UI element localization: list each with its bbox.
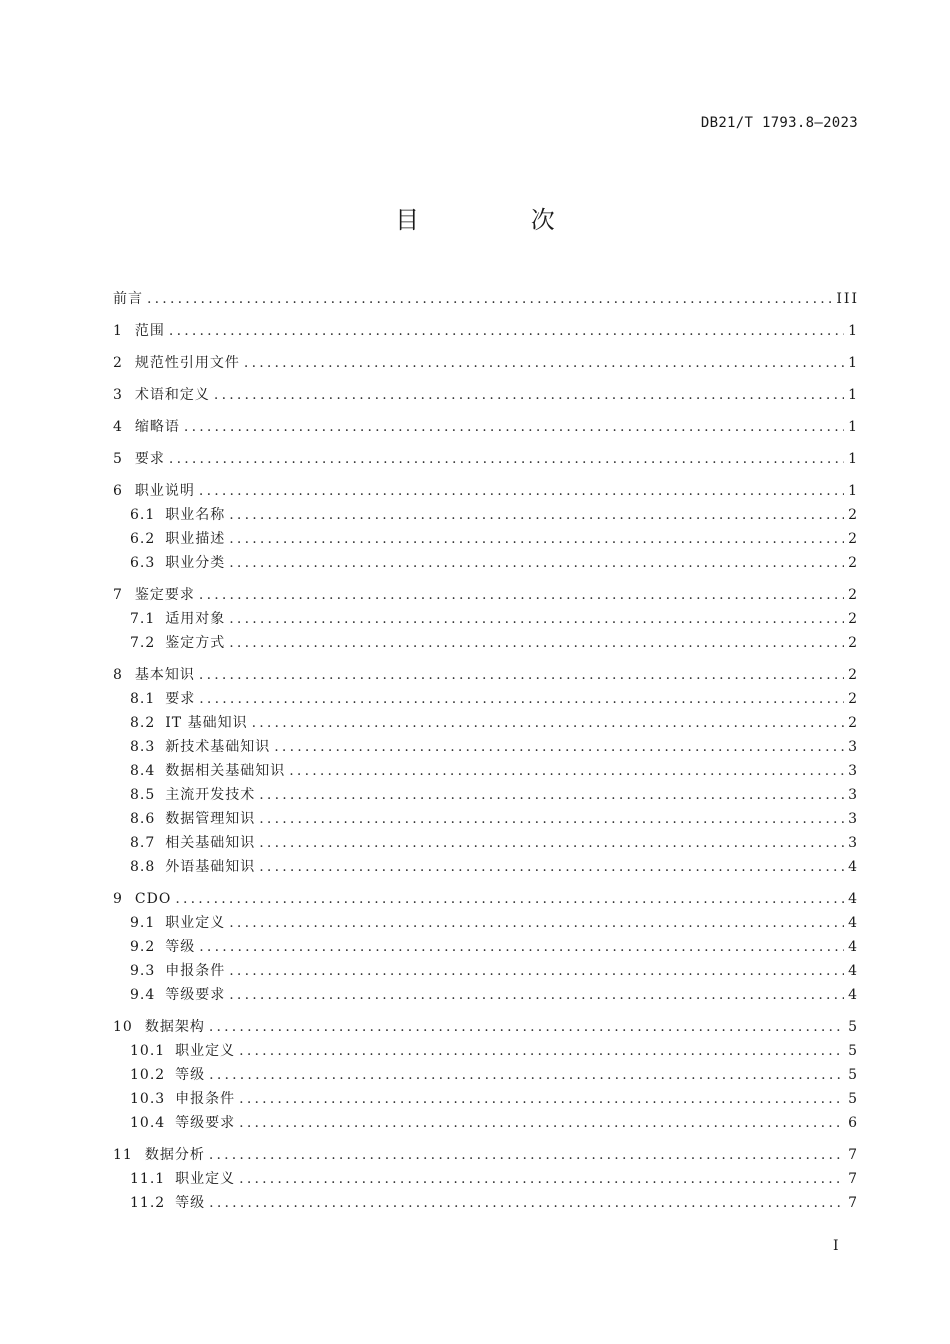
dot-leader [169, 319, 844, 343]
dot-leader [229, 911, 844, 935]
dot-leader [199, 583, 844, 607]
dot-leader [199, 687, 844, 711]
toc-entry-page: 3 [848, 763, 859, 779]
toc-entry-number: 11 [113, 1147, 133, 1163]
toc-entry-number: 8.8 [130, 859, 156, 875]
dot-leader [169, 447, 844, 471]
dot-leader [239, 1087, 844, 1111]
toc-entry[interactable] [113, 959, 859, 983]
toc-entry[interactable] [113, 1143, 859, 1167]
dot-leader [214, 383, 844, 407]
toc-entry[interactable] [113, 855, 859, 879]
toc-entry-number: 8.1 [130, 691, 156, 707]
toc-entry-number: 4 [113, 419, 123, 435]
dot-leader [184, 415, 844, 439]
dot-leader [209, 1063, 844, 1087]
page-number: I [833, 1238, 839, 1254]
toc-entry-number: 2 [113, 355, 123, 371]
dot-leader [147, 287, 832, 311]
toc-entry-number: 6.2 [130, 531, 156, 547]
toc-entry[interactable] [113, 527, 859, 551]
toc-entry-title: 适用对象 [165, 611, 226, 627]
toc-entry-number: 10.3 [130, 1091, 166, 1107]
toc-entry-title: 数据架构 [144, 1019, 205, 1035]
dot-leader [229, 527, 844, 551]
toc-entry-number: 5 [113, 451, 123, 467]
toc-entry[interactable] [113, 663, 859, 687]
toc-entry-page: 5 [848, 1091, 859, 1107]
toc-entry[interactable] [113, 759, 859, 783]
toc-entry-number: 10.4 [130, 1115, 166, 1131]
toc-entry[interactable] [113, 711, 859, 735]
toc-entry-page: 2 [848, 667, 859, 683]
toc-entry-page: 4 [848, 987, 859, 1003]
toc-entry-title: 要求 [134, 451, 165, 467]
toc-entry-number: 6.3 [130, 555, 156, 571]
toc-entry-page: 1 [848, 355, 859, 371]
toc-entry[interactable] [113, 807, 859, 831]
toc-entry-title: 鉴定要求 [134, 587, 195, 603]
toc-entry-number: 8.5 [130, 787, 156, 803]
toc-entry-title: 新技术基础知识 [165, 739, 271, 755]
toc-entry-title: 鉴定方式 [165, 635, 226, 651]
toc-entry[interactable] [113, 887, 859, 911]
toc-entry-page: 6 [848, 1115, 859, 1131]
dot-leader [289, 759, 844, 783]
toc-entry-title: 职业描述 [165, 531, 226, 547]
dot-leader [239, 1167, 844, 1191]
toc-entry-title: 申报条件 [165, 963, 226, 979]
dot-leader [209, 1143, 844, 1167]
toc-entry[interactable] [113, 911, 859, 935]
dot-leader [209, 1015, 844, 1039]
toc-entry-title: 数据管理知识 [165, 811, 256, 827]
document-code: DB21/T 1793.8—2023 [700, 115, 858, 131]
toc-entry-title: 等级 [165, 939, 196, 955]
toc-entry-number: 8.4 [130, 763, 156, 779]
toc-entry-title: 缩略语 [134, 419, 180, 435]
toc-entry-title: 职业名称 [165, 507, 226, 523]
dot-leader [229, 551, 844, 575]
toc-entry-number: 3 [113, 387, 123, 403]
toc-entry-title: 数据分析 [144, 1147, 205, 1163]
toc-entry-title: 等级要求 [165, 987, 226, 1003]
toc-entry-number: 8 [113, 667, 123, 683]
toc-entry-number: 6.1 [130, 507, 156, 523]
dot-leader [229, 631, 844, 655]
toc-entry-number: 9.4 [130, 987, 156, 1003]
toc-entry[interactable] [113, 831, 859, 855]
dot-leader [239, 1039, 844, 1063]
toc-entry-page: 3 [848, 787, 859, 803]
toc-entry-title: 要求 [165, 691, 196, 707]
toc-entry-title: CDO [134, 891, 172, 907]
toc-entry-page: 7 [848, 1147, 859, 1163]
toc-entry[interactable] [113, 735, 859, 759]
toc-entry-number: 9 [113, 891, 123, 907]
toc-entry-title: 范围 [134, 323, 165, 339]
toc-entry-number: 10.1 [130, 1043, 166, 1059]
toc-entry[interactable] [113, 319, 859, 343]
toc-entry-title: 申报条件 [175, 1091, 236, 1107]
toc-entry-number: 11.2 [130, 1195, 166, 1211]
dot-leader [252, 711, 844, 735]
dot-leader [229, 959, 844, 983]
toc-entry-page: 3 [848, 835, 859, 851]
dot-leader [259, 831, 844, 855]
toc-entry-number: 8.7 [130, 835, 156, 851]
toc-entry[interactable] [113, 447, 859, 471]
toc-entry-number: 7.2 [130, 635, 156, 651]
toc-entry-title: 等级 [175, 1067, 206, 1083]
dot-leader [199, 663, 844, 687]
toc-entry[interactable] [113, 351, 859, 375]
toc-entry-title: 等级要求 [175, 1115, 236, 1131]
toc-entry-page: 2 [848, 531, 859, 547]
toc-entry-title: 职业分类 [165, 555, 226, 571]
toc-entry-page: 4 [848, 915, 859, 931]
toc-entry-page: 5 [848, 1067, 859, 1083]
toc-entry-number: 1 [113, 323, 123, 339]
toc-entry-title: 规范性引用文件 [134, 355, 240, 371]
toc-entry[interactable] [113, 551, 859, 575]
dot-leader [229, 983, 844, 1007]
toc-entry[interactable] [113, 383, 859, 407]
toc-entry-page: 2 [848, 635, 859, 651]
toc-entry-page: 2 [848, 587, 859, 603]
dot-leader [175, 887, 844, 911]
toc-entry-page: 1 [848, 323, 859, 339]
toc-entry-title: 数据相关基础知识 [165, 763, 286, 779]
toc-entry-page: 3 [848, 739, 859, 755]
toc-entry[interactable] [113, 1063, 859, 1087]
dot-leader [209, 1191, 844, 1215]
toc-entry-page: 2 [848, 715, 859, 731]
toc-entry-title: 职业定义 [175, 1043, 236, 1059]
toc-entry-title: 职业说明 [134, 483, 195, 499]
toc-entry-page: 4 [848, 939, 859, 955]
toc-entry-number: 9.2 [130, 939, 156, 955]
toc-entry-title: 职业定义 [175, 1171, 236, 1187]
toc-entry[interactable] [113, 607, 859, 631]
toc-entry[interactable] [113, 503, 859, 527]
toc-entry-title: 术语和定义 [134, 387, 210, 403]
toc-entry[interactable] [113, 935, 859, 959]
page-title: 目 次 [395, 206, 607, 234]
toc-entry-page: 2 [848, 611, 859, 627]
toc-entry-page: 2 [848, 555, 859, 571]
dot-leader [199, 479, 844, 503]
toc-entry-number: 11.1 [130, 1171, 166, 1187]
toc-entry-title: 外语基础知识 [165, 859, 256, 875]
toc-entry-title: 职业定义 [165, 915, 226, 931]
toc-entry-page: 3 [848, 811, 859, 827]
toc-entry-page: 2 [848, 691, 859, 707]
dot-leader [229, 607, 844, 631]
toc-entry-page: 7 [848, 1195, 859, 1211]
toc-entry[interactable] [113, 1015, 859, 1039]
dot-leader [259, 783, 844, 807]
toc-entry-title: IT 基础知识 [165, 715, 248, 731]
toc-entry[interactable] [113, 687, 859, 711]
toc-entry-number: 7.1 [130, 611, 156, 627]
dot-leader [259, 855, 844, 879]
toc-entry[interactable] [113, 1167, 859, 1191]
toc-entry-page: III [836, 291, 859, 307]
toc-entry-page: 4 [848, 859, 859, 875]
toc-entry[interactable] [113, 631, 859, 655]
toc-entry-page: 4 [848, 963, 859, 979]
toc-entry-page: 7 [848, 1171, 859, 1187]
toc-entry-title: 前言 [113, 291, 143, 307]
toc-entry[interactable] [113, 583, 859, 607]
dot-leader [244, 351, 844, 375]
toc-entry-number: 8.6 [130, 811, 156, 827]
toc-entry[interactable] [113, 1039, 859, 1063]
toc-entry-page: 1 [848, 419, 859, 435]
toc-entry-number: 7 [113, 587, 123, 603]
dot-leader [274, 735, 844, 759]
toc-entry-page: 4 [848, 891, 859, 907]
toc-entry-number: 8.3 [130, 739, 156, 755]
toc-entry-number: 10.2 [130, 1067, 166, 1083]
toc-entry-page: 1 [848, 451, 859, 467]
toc-entry-number: 8.2 [130, 715, 156, 731]
toc-entry[interactable] [113, 479, 859, 503]
toc-entry[interactable] [113, 783, 859, 807]
toc-entry-title: 主流开发技术 [165, 787, 256, 803]
toc-entry[interactable] [113, 983, 859, 1007]
dot-leader [199, 935, 844, 959]
toc-entry-page: 5 [848, 1043, 859, 1059]
toc-entry[interactable] [113, 1087, 859, 1111]
toc-entry-page: 2 [848, 507, 859, 523]
table-of-contents [113, 287, 859, 1215]
toc-entry-title: 相关基础知识 [165, 835, 256, 851]
toc-entry-number: 10 [113, 1019, 133, 1035]
toc-entry-page: 1 [848, 483, 859, 499]
toc-entry-number: 6 [113, 483, 123, 499]
dot-leader [259, 807, 844, 831]
toc-entry-title: 等级 [175, 1195, 206, 1211]
toc-entry[interactable] [113, 287, 859, 311]
toc-entry-page: 1 [848, 387, 859, 403]
toc-entry[interactable] [113, 415, 859, 439]
toc-entry-number: 9.1 [130, 915, 156, 931]
toc-entry[interactable] [113, 1111, 859, 1135]
toc-entry[interactable] [113, 1191, 859, 1215]
dot-leader [239, 1111, 844, 1135]
dot-leader [229, 503, 844, 527]
toc-entry-title: 基本知识 [134, 667, 195, 683]
toc-entry-number: 9.3 [130, 963, 156, 979]
toc-entry-page: 5 [848, 1019, 859, 1035]
